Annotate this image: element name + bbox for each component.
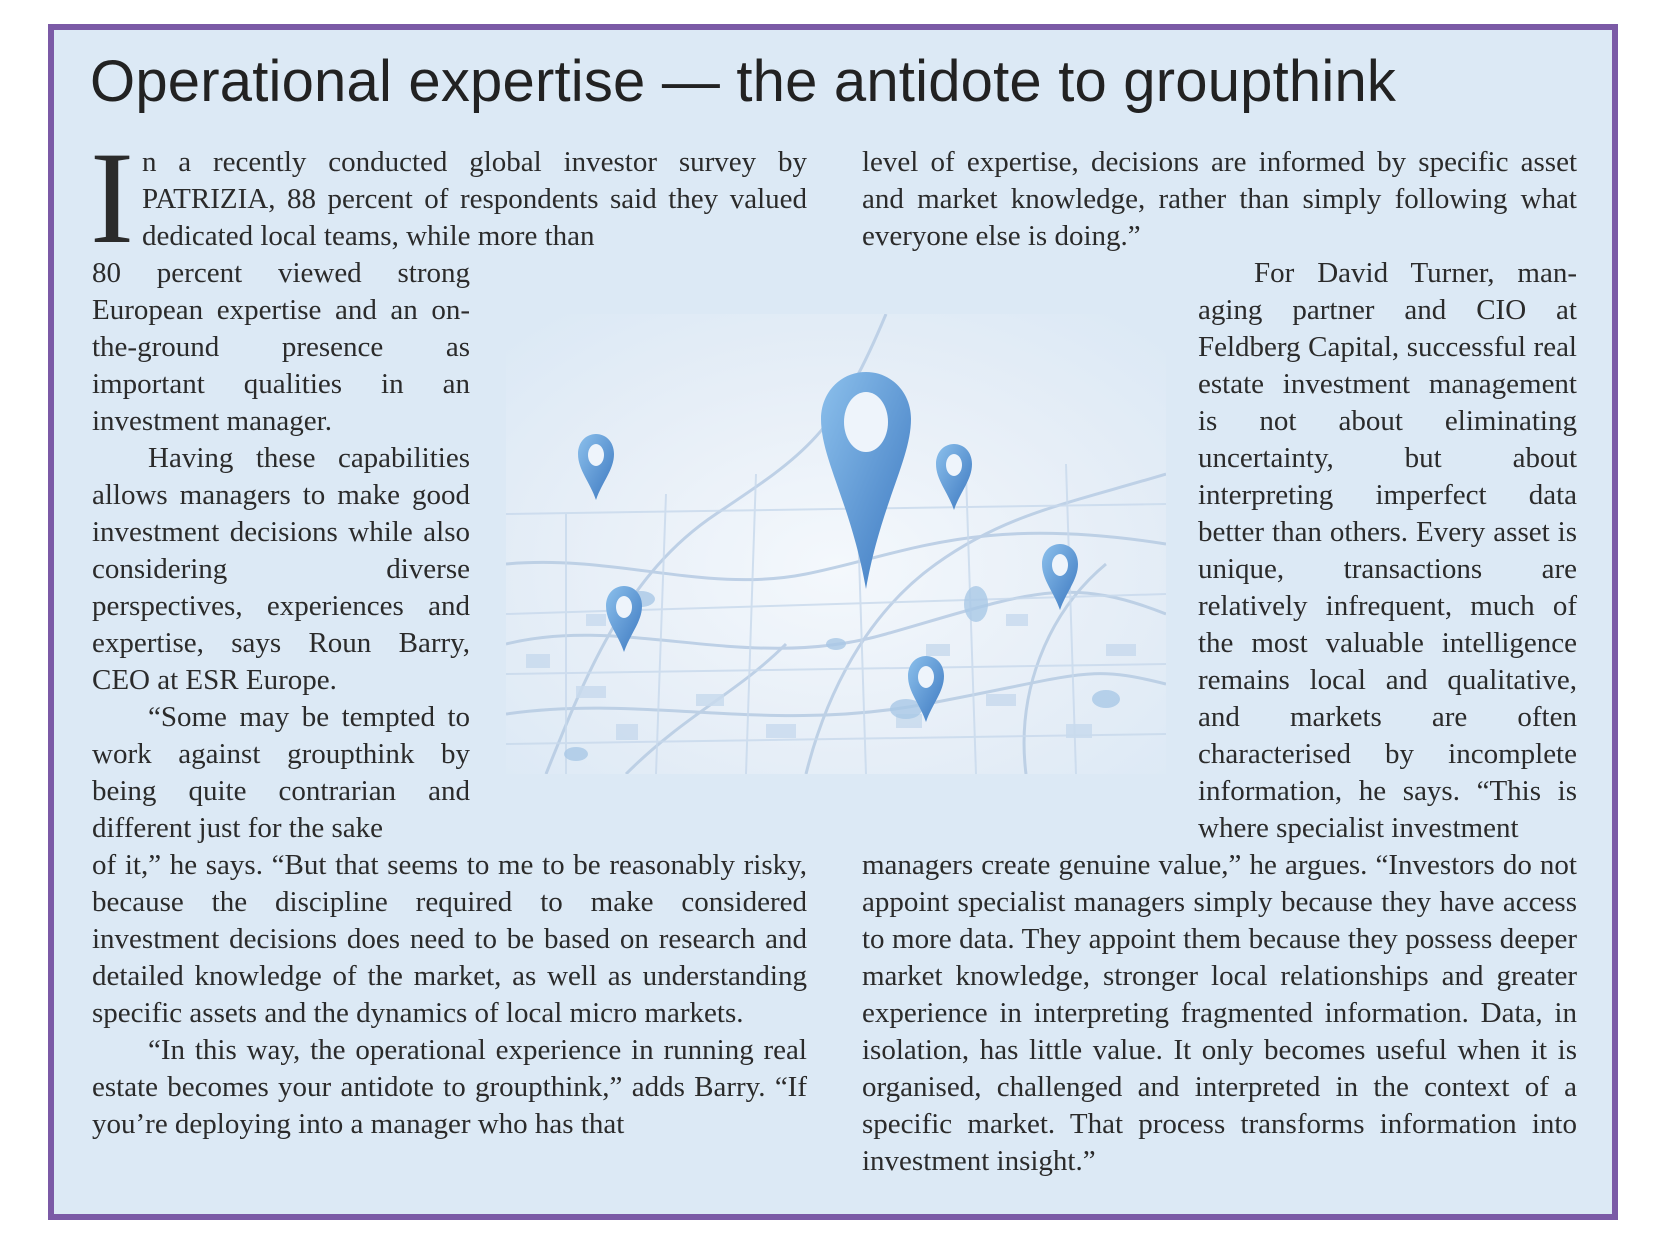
right-column-bottom xyxy=(862,847,1577,1177)
paragraph-turner-end: managers create genuine value,” he argues. “Investors do not appoint specialist managers simply because they have access to more data. They appoint them because they possess deeper market knowledge, stronger local relationships and greater experience in interpreting fragmented information. Data, in isolation, has little value. It only becomes useful when it is organised, challenged and interpreted in the context of a specific market. That process transforms information into investment insight.” xyxy=(862,849,1577,1177)
intro-paragraph-start: n a recently conducted global investor survey by PATRIZIA, 88 percent of respondents said they valued dedicated local teams, while more than xyxy=(141,146,807,252)
article-title: Operational expertise — the antidote to groupthink xyxy=(90,49,1397,114)
paragraph-antidote-quote: “In this way, the operational experience in running real estate becomes your antidote to groupthink,” adds Barry. “If you’re deploying into a manager who has that xyxy=(92,1034,807,1140)
map-pins-illustration xyxy=(506,314,1166,774)
drop-cap: I xyxy=(90,124,134,271)
paragraph-groupthink-quote-end: of it,” he says. “But that seems to me to be reasonably risky, because the discipline required to make considered investment decisions does need to be based on research and detailed knowledge of the market, as well as understanding specific assets and the dynamics of local micro markets. xyxy=(92,849,807,1029)
left-column-middle xyxy=(92,255,470,847)
right-column-middle xyxy=(1198,255,1577,847)
intro-paragraph-end: 80 percent viewed strong European expertise and an on-the-ground presence as important qualities in an investment manager. xyxy=(92,257,470,437)
left-column-bottom xyxy=(92,847,807,1177)
paragraph-groupthink-quote-start: “Some may be tempted to work against groupthink by being quite contrarian and different just for the sake xyxy=(92,701,470,844)
paragraph-expertise-continued: level of expertise, decisions are informed by specific asset and market knowledge, rather than simply following what everyone else is doing.” xyxy=(862,146,1577,252)
left-column-top xyxy=(90,124,807,271)
paragraph-barry-capabilities: Having these capabilities allows managers to make good investment decisions while also considering diverse perspectives, experiences and expertise, says Roun Barry, CEO at ESR Europe. xyxy=(92,442,470,696)
right-column-top xyxy=(862,144,1577,254)
paragraph-turner-start: For David Turner, managing partner and CIO at Feldberg Capital, successful real estate investment management is not about eliminating uncertainty, but about interpreting imperfect data better than others. Every asset is unique, transactions are relatively infrequent, much of the most valuable intelligence remains local and qualitative, and markets are often characterised by incomplete information, he says. “This is where specialist investment xyxy=(1198,257,1577,844)
